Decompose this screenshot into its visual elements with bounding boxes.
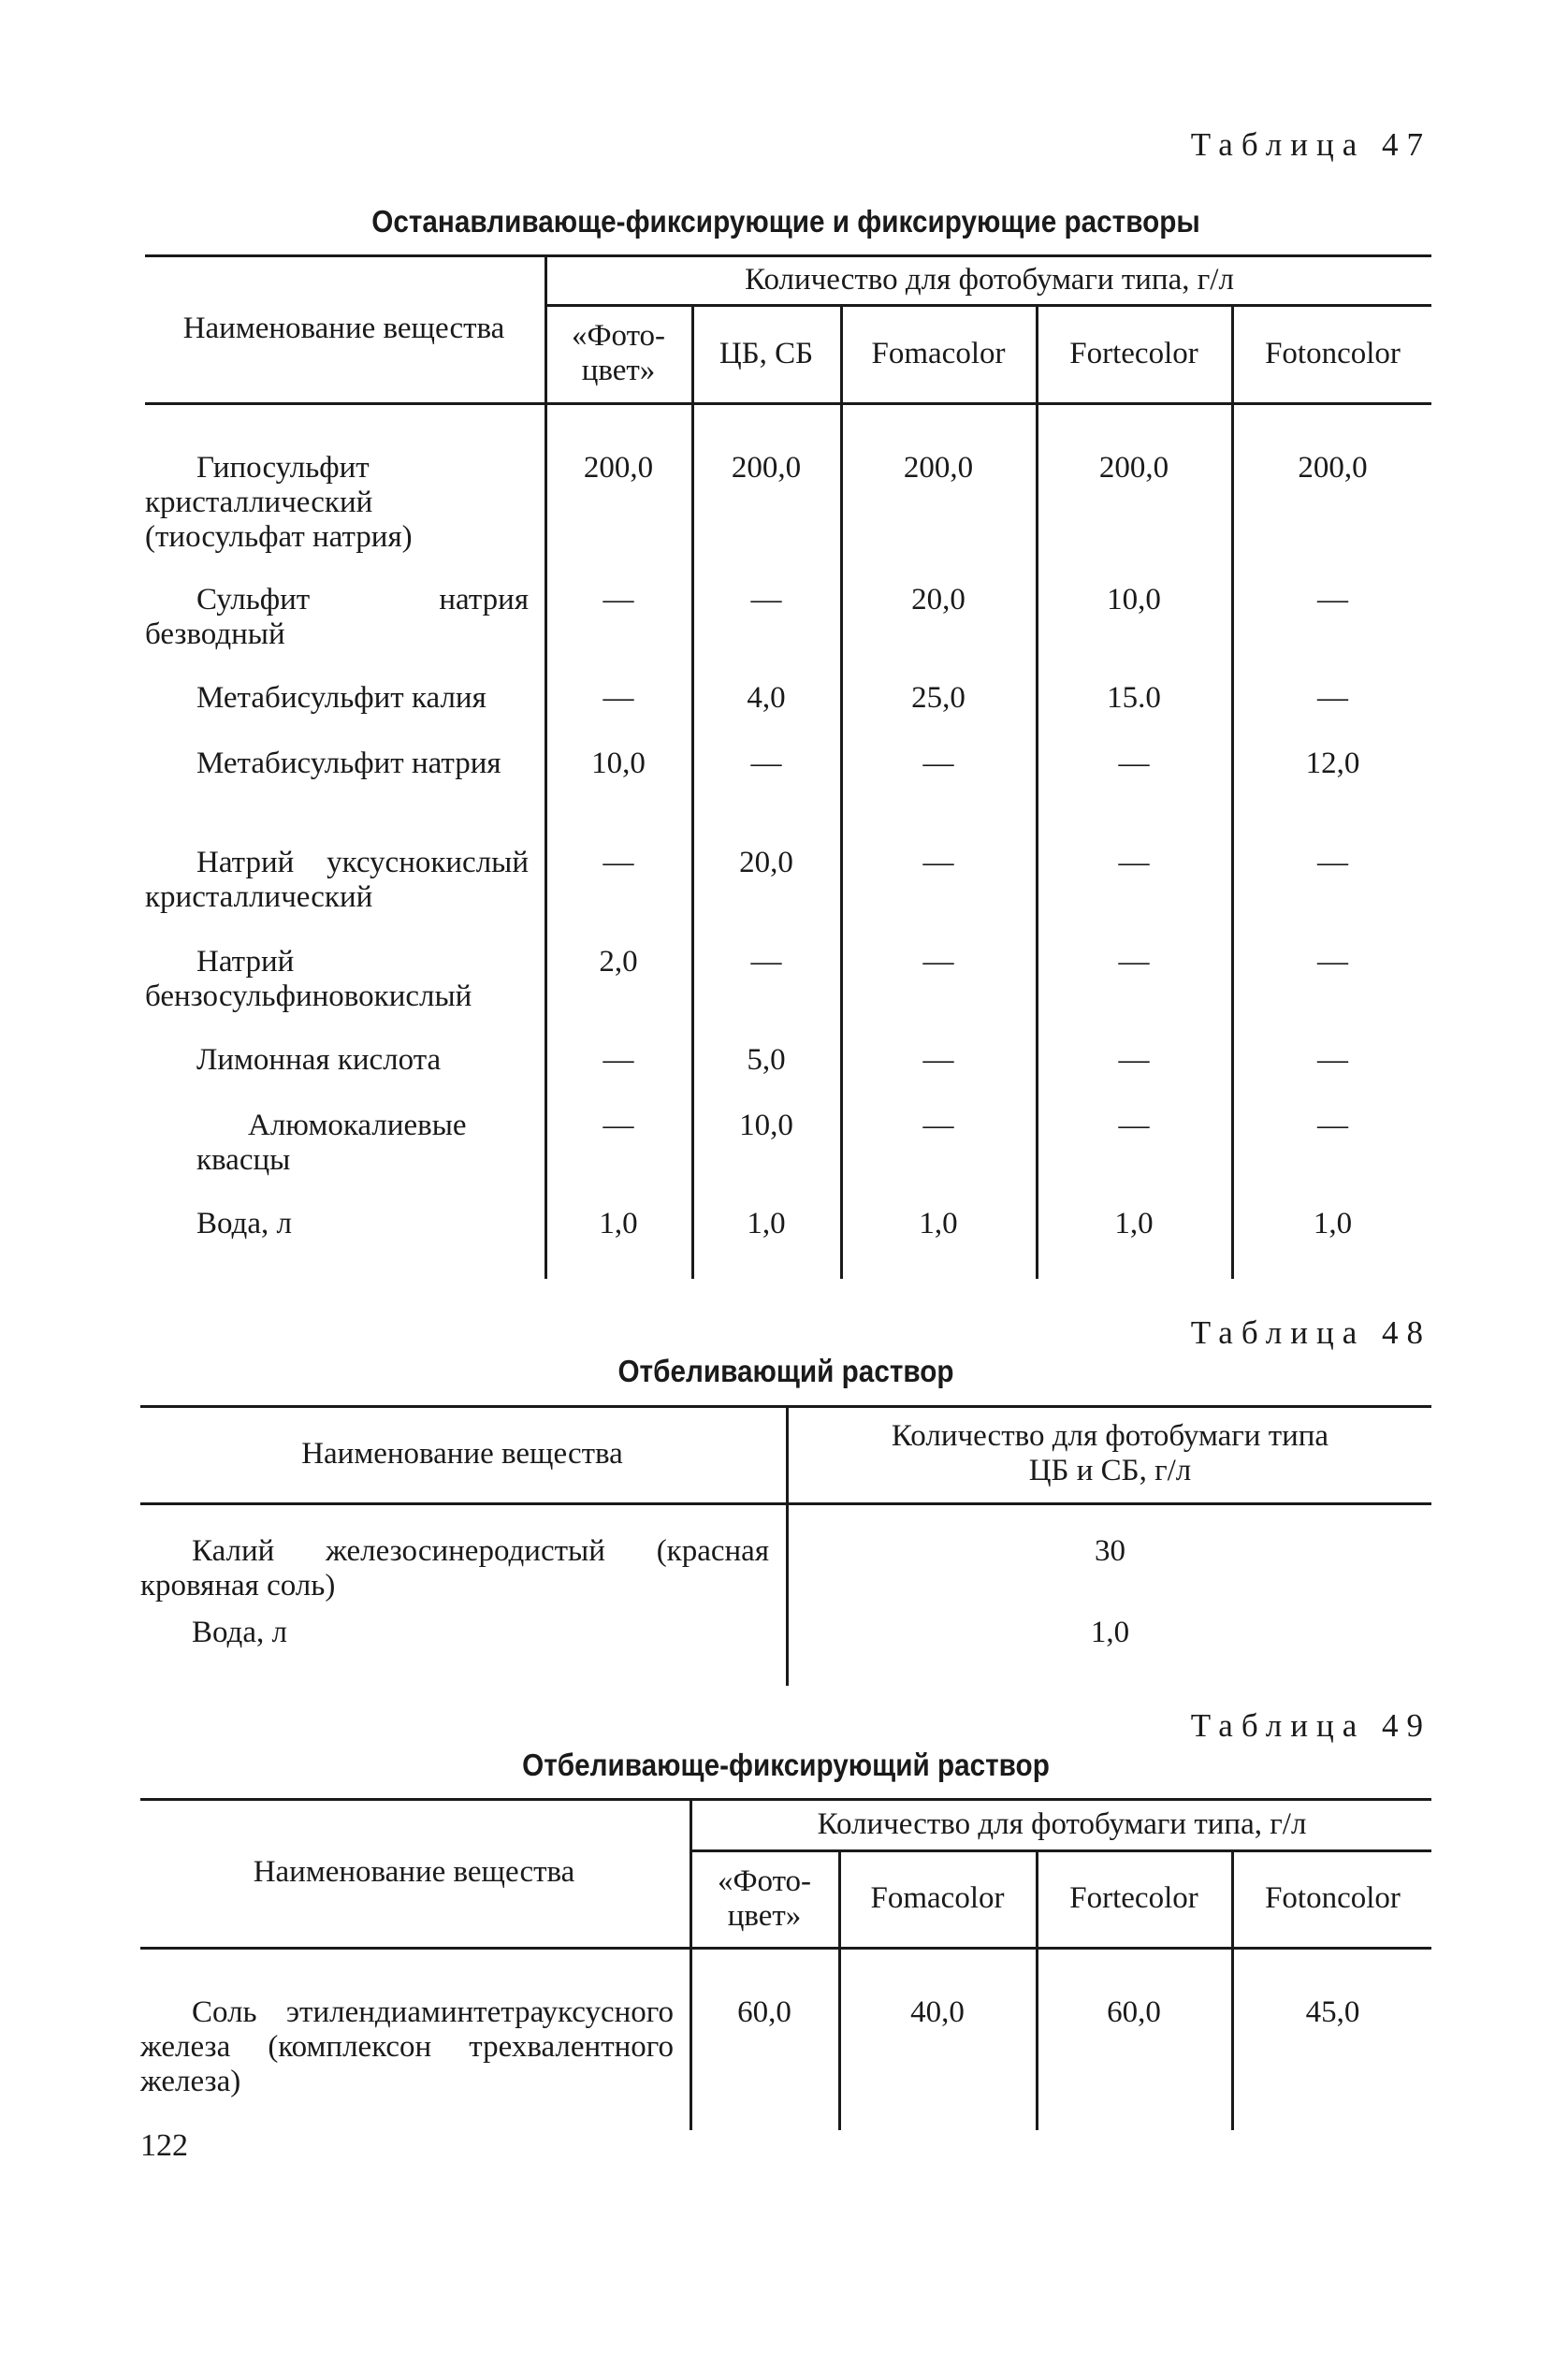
table-cell: 200,0 — [903, 451, 974, 485]
substance-name: Сульфит натрия безводный — [145, 583, 529, 651]
table-cell: — — [603, 846, 634, 879]
table-cell: 1,0 — [1090, 1616, 1130, 1649]
table-cell: 5,0 — [747, 1043, 786, 1077]
table-cell: — — [750, 747, 782, 780]
table-cell: 200,0 — [583, 451, 654, 485]
table-cell: 200,0 — [1298, 451, 1368, 485]
table-cell: 2,0 — [599, 945, 638, 979]
table-cell: 10,0 — [739, 1109, 793, 1142]
table-cell: 60,0 — [1107, 1995, 1161, 2029]
table-cell: — — [603, 681, 634, 715]
table-cell: 15.0 — [1107, 681, 1161, 715]
table-cell: — — [603, 1109, 634, 1142]
table-47-column-header: «Фото-цвет» — [571, 319, 666, 387]
table-cell: — — [922, 1109, 954, 1142]
table-cell: — — [1118, 747, 1150, 780]
table-cell: — — [603, 1043, 634, 1077]
table-cell: 200,0 — [1098, 451, 1169, 485]
table-cell: 30 — [1095, 1534, 1125, 1568]
table-cell: — — [1317, 681, 1348, 715]
table-cell: 4,0 — [747, 681, 786, 715]
table-cell: — — [922, 846, 954, 879]
table-49-group-header: Количество для фотобумаги типа, г/л — [817, 1806, 1307, 1841]
substance-name: Лимонная кислота — [196, 1043, 442, 1077]
table-cell: 45,0 — [1305, 1995, 1360, 2029]
table-cell: — — [1118, 846, 1150, 879]
table-47-header-rule — [145, 402, 1431, 405]
table-48-name-header: Наименование вещества — [301, 1436, 623, 1471]
table-47-label: Таблица 47 — [1190, 126, 1431, 163]
table-cell: 10,0 — [591, 747, 646, 780]
table-cell: 1,0 — [1114, 1207, 1154, 1240]
table-cell: 200,0 — [731, 451, 802, 485]
table-cell: — — [922, 747, 954, 780]
table-47-column-header: Fomacolor — [871, 336, 1006, 370]
table-cell: — — [922, 945, 954, 979]
table-cell: — — [1317, 846, 1348, 879]
substance-name: Натрий уксуснокислый кристаллический — [145, 846, 529, 914]
table-cell: — — [750, 945, 782, 979]
substance-name: Гипосульфит кристаллический (тиосульфат натрия) — [145, 451, 413, 554]
substance-name: Калий железосинеродистый (красная кровяная соль) — [140, 1534, 769, 1603]
substance-name: Алюмокалиевые квасцы — [196, 1109, 467, 1177]
table-47-title: Останавливающе-фиксирующие и фиксирующие растворы — [371, 204, 1200, 239]
table-cell: 12,0 — [1305, 747, 1360, 780]
table-48-value-header: Количество для фотобумаги типа ЦБ и СБ, г/л — [891, 1419, 1329, 1487]
table-cell: — — [1118, 945, 1150, 979]
table-cell: 40,0 — [910, 1995, 965, 2029]
table-cell: 1,0 — [747, 1207, 786, 1240]
table-cell: — — [1317, 1109, 1348, 1142]
table-cell: 60,0 — [737, 1995, 791, 2029]
table-49-title: Отбеливающе-фиксирующий раствор — [522, 1748, 1050, 1782]
substance-name: Вода, л — [196, 1207, 292, 1240]
table-47-column-header: Fotoncolor — [1265, 336, 1401, 370]
table-49-column-header: «Фото-цвет» — [717, 1864, 812, 1933]
table-cell: — — [1317, 1043, 1348, 1077]
substance-name: Соль этилендиаминтетрауксусного железа (комплексон трехвалентного железа) — [140, 1995, 674, 2098]
table-cell: 20,0 — [739, 846, 793, 879]
table-49-name-header: Наименование вещества — [253, 1855, 575, 1889]
table-49-label: Таблица 49 — [1190, 1707, 1431, 1744]
table-cell: — — [1118, 1043, 1150, 1077]
table-cell: 1,0 — [1313, 1207, 1353, 1240]
table-cell: — — [603, 583, 634, 616]
table-49-column-header: Fomacolor — [870, 1881, 1005, 1915]
page-number: 122 — [140, 2128, 188, 2163]
substance-name: Натрий бензосульфиновокислый — [145, 945, 472, 1013]
substance-name: Метабисульфит натрия — [196, 747, 501, 780]
table-49-header-rule — [140, 1947, 1431, 1950]
substance-name: Вода, л — [192, 1616, 287, 1649]
table-cell: — — [1317, 945, 1348, 979]
table-cell: 1,0 — [919, 1207, 958, 1240]
table-cell: 25,0 — [911, 681, 965, 715]
table-49-column-header: Fortecolor — [1069, 1881, 1198, 1915]
table-cell: — — [1118, 1109, 1150, 1142]
table-cell: 20,0 — [911, 583, 965, 616]
table-47-name-header: Наименование вещества — [182, 311, 505, 345]
table-47-column-header: Fortecolor — [1069, 336, 1198, 370]
table-cell: — — [750, 583, 782, 616]
table-cell: — — [922, 1043, 954, 1077]
table-47-column-header: ЦБ, СБ — [719, 336, 814, 370]
table-cell: 10,0 — [1107, 583, 1161, 616]
table-cell: 1,0 — [599, 1207, 638, 1240]
substance-name: Метабисульфит калия — [196, 681, 486, 715]
table-48-title: Отбеливающий раствор — [617, 1354, 954, 1388]
table-49-column-header: Fotoncolor — [1265, 1881, 1401, 1915]
table-48-label: Таблица 48 — [1190, 1314, 1431, 1351]
table-cell: — — [1317, 583, 1348, 616]
table-47-group-header: Количество для фотобумаги типа, г/л — [745, 262, 1234, 297]
